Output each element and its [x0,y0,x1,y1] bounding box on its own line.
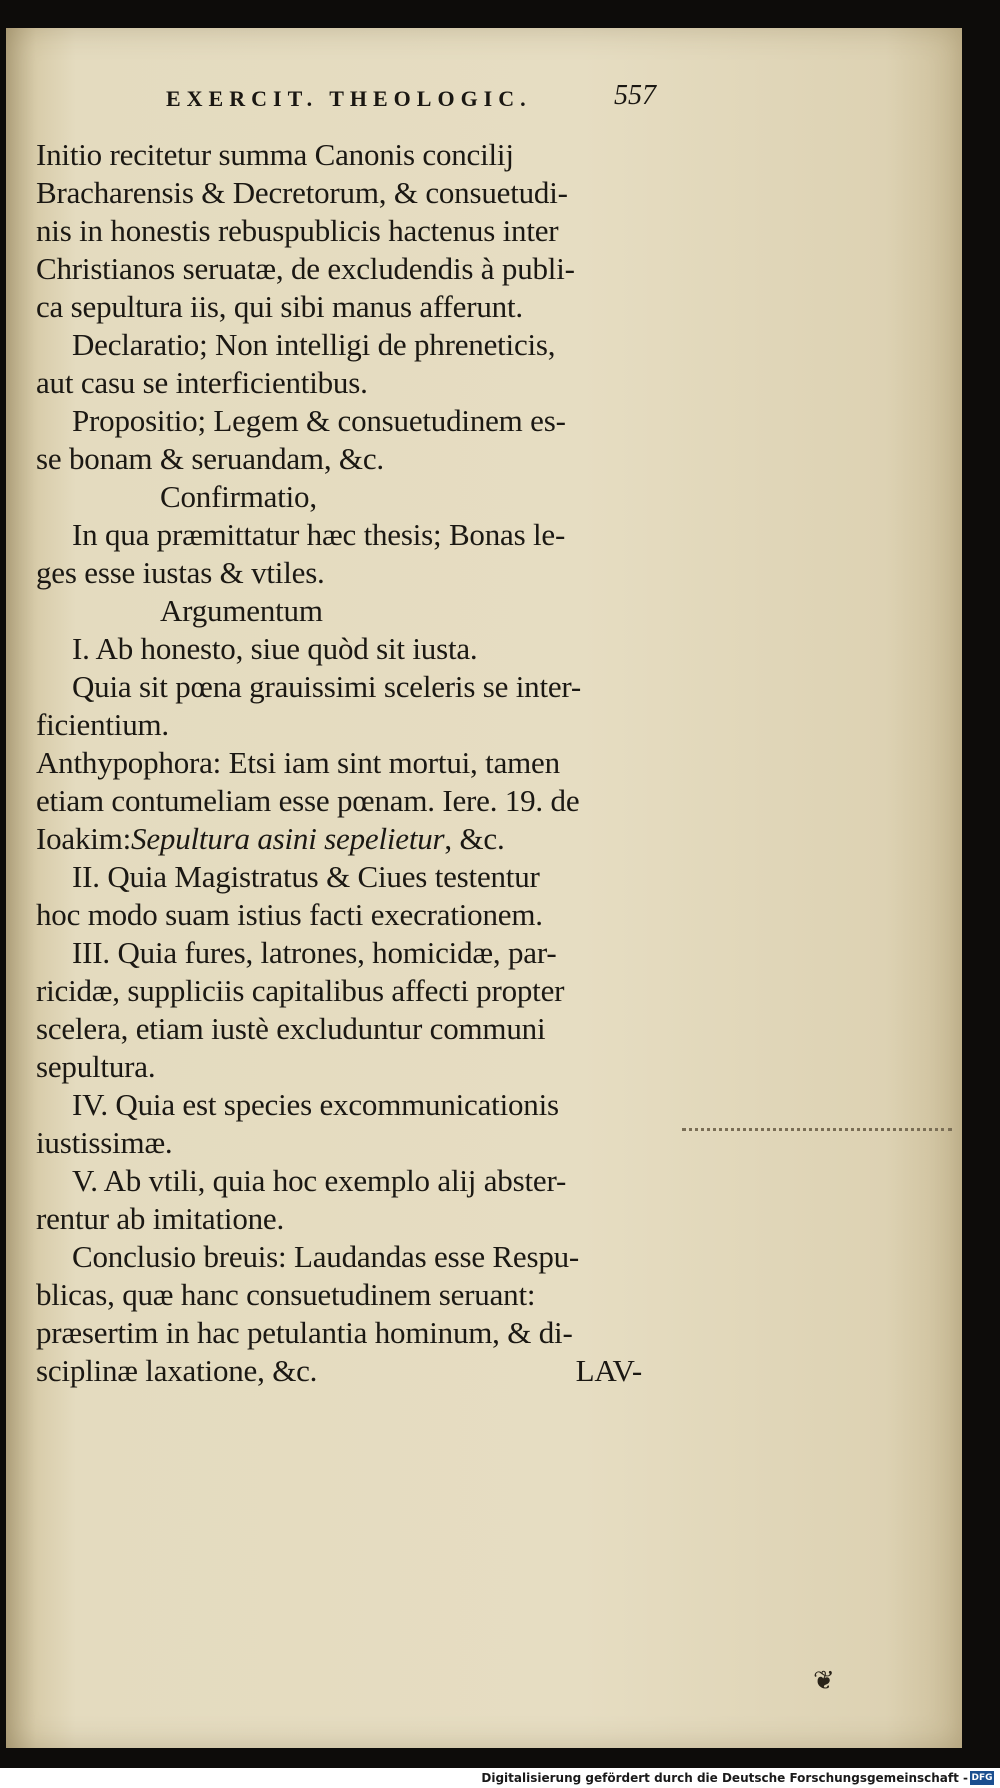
quotation: Sepultura asini sepelietur [131,821,445,856]
body-text [36,136,672,1390]
section-heading: Argumentum [160,593,323,628]
dotted-rule [682,1128,952,1131]
book-page [6,28,962,1748]
text-line: II. Quia Magistratus & Ciues testentur [72,859,540,894]
dfg-logo: DFG [971,1773,993,1783]
text-line: Conclusio breuis: Laudandas esse Respu- [72,1239,580,1274]
text-line: nis in honestis rebuspublicis hactenus inter [36,213,559,248]
section-heading: Confirmatio, [160,479,317,514]
text-line: præsertim in hac petulantia hominum, & di- [36,1315,573,1350]
text-line: sepultura. [36,1049,156,1084]
text-line: Initio recitetur summa Canonis concilij [36,137,514,172]
text-line: Bracharensis & Decretorum, & consuetudi- [36,175,568,210]
text-line: IV. Quia est species excommunicationis [72,1087,559,1122]
text-line: ficientium. [36,707,169,742]
running-head [6,80,962,126]
text-line: In qua præmittatur hæc thesis; Bonas le- [72,517,566,552]
text-run: , &c. [444,821,505,856]
text-line: ges esse iustas & vtiles. [36,555,325,590]
text-line: Quia sit pœna grauissimi sceleris se inter- [72,669,582,704]
digitization-credit: Digitalisierung gefördert durch die Deutsche Forschungsgemeinschaft - [481,1771,968,1785]
text-line: III. Quia fures, latrones, homicidæ, par- [72,935,557,970]
text-line: rentur ab imitatione. [36,1201,285,1236]
text-line: scelera, etiam iustè excluduntur communi [36,1011,546,1046]
text-line: Anthypophora: Etsi iam sint mortui, tamen [36,745,560,780]
text-run: Ioakim: [36,821,132,856]
text-line: Propositio; Legem & consuetudinem es- [72,403,566,438]
page-number: 557 [614,80,656,111]
text-line: iustissimæ. [36,1125,173,1160]
text-line: ca sepultura iis, qui sibi manus afferunt. [36,289,523,324]
catchword: LAV- [575,1353,642,1388]
text-line: blicas, quæ hanc consuetudinem seruant: [36,1277,536,1312]
running-head-title: EXERCIT. THEOLOGIC. [166,86,532,111]
text-run: sciplinæ laxatione, &c. [36,1353,318,1388]
text-line: etiam contumeliam esse pœnam. Iere. 19. de [36,783,580,818]
text-line: Christianos seruatæ, de excludendis à publi- [36,251,575,286]
text-line: I. Ab honesto, siue quòd sit iusta. [72,631,478,666]
text-line: aut casu se interficientibus. [36,365,368,400]
text-line: se bonam & seruandam, &c. [36,441,384,476]
text-line: V. Ab vtili, quia hoc exemplo alij abster- [72,1163,567,1198]
text-line: hoc modo suam istius facti execrationem. [36,897,543,932]
text-line: Declaratio; Non intelligi de phreneticis, [72,327,556,362]
printer-ornament-icon: ❦ [813,1666,835,1696]
text-line [36,1352,672,1390]
text-line [36,820,672,858]
text-line: ricidæ, suppliciis capitalibus affecti propter [36,973,565,1008]
